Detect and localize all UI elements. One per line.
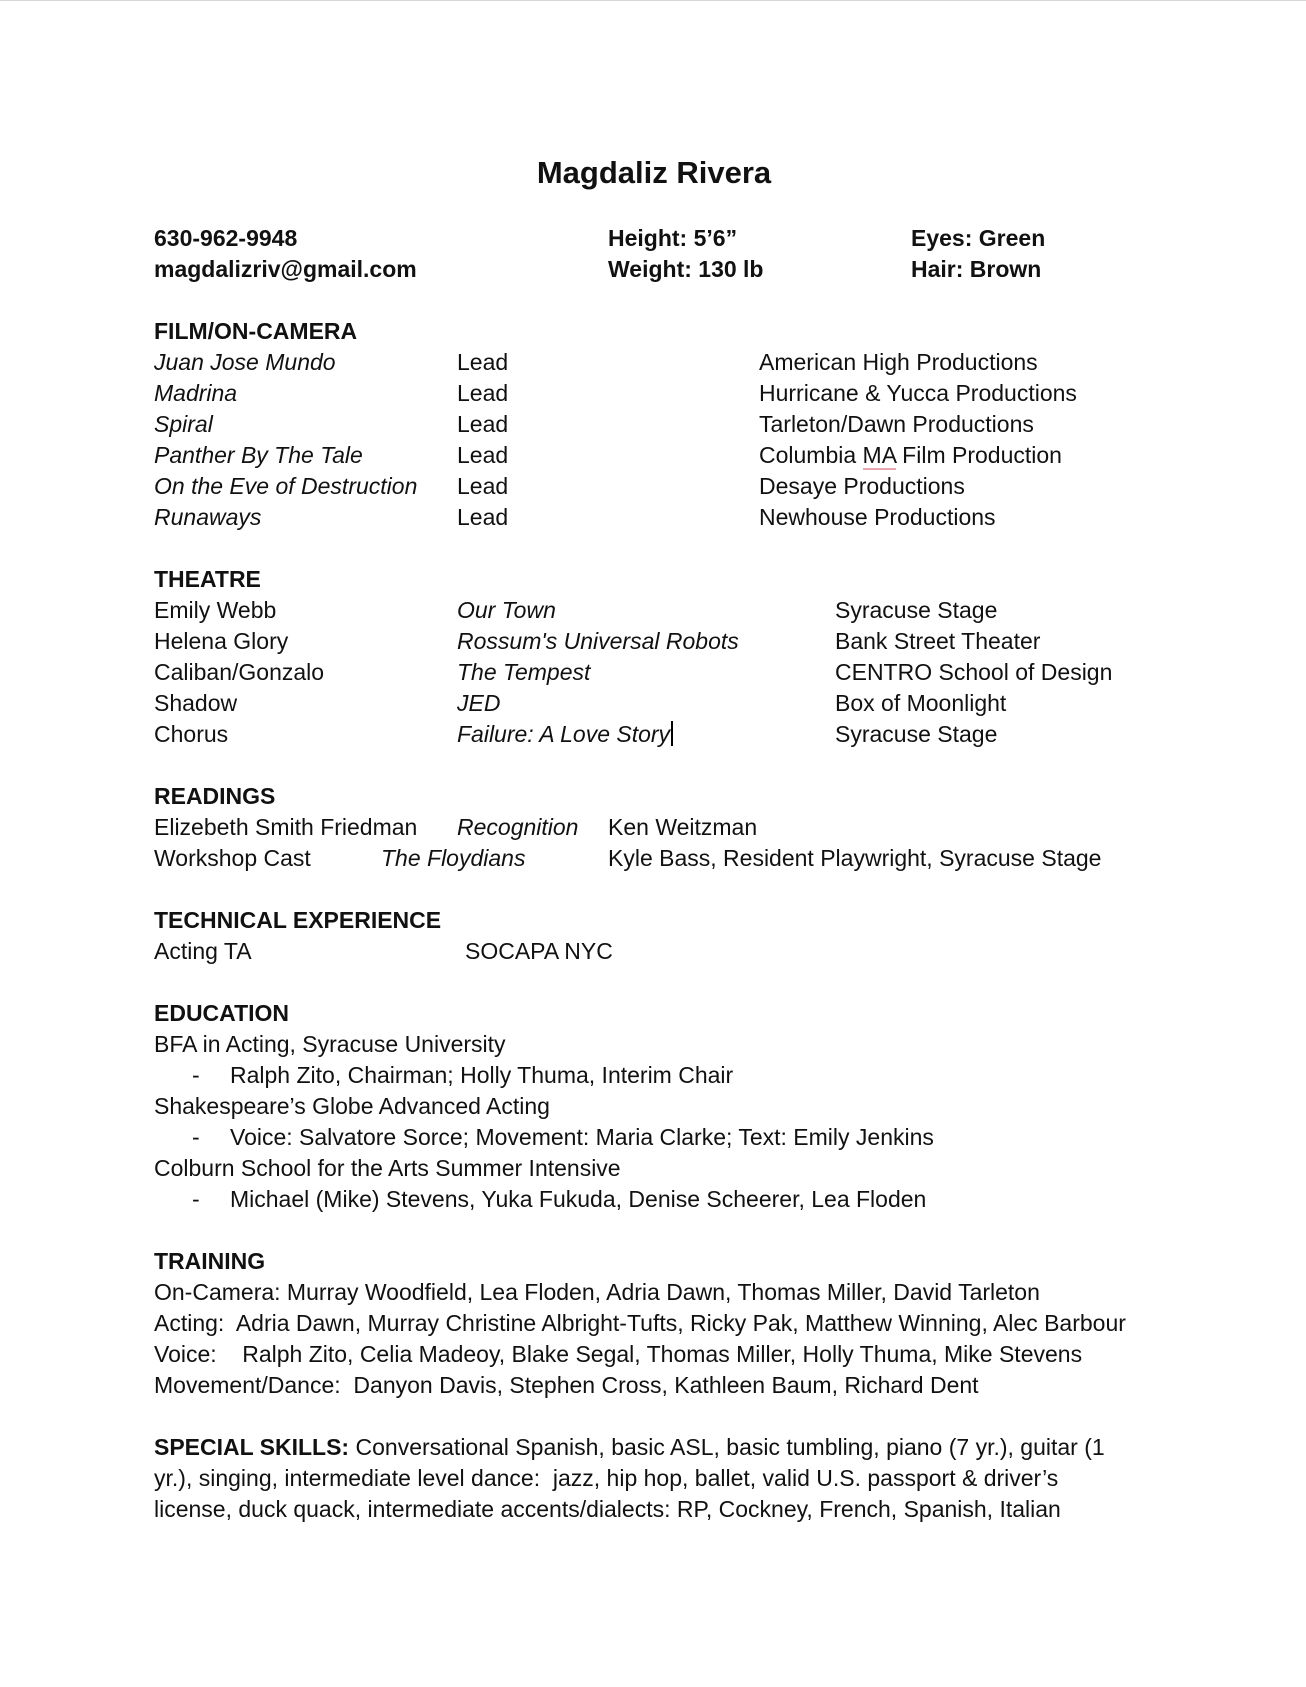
- training-line: On-Camera: Murray Woodfield, Lea Floden, Adria Dawn, Thomas Miller, David Tarleton: [154, 1279, 1040, 1305]
- bullet: -: [192, 1062, 200, 1088]
- film-title: Panther By The Tale: [154, 442, 363, 468]
- theatre-play-text: Failure: A Love Story: [457, 721, 671, 747]
- education-school: BFA in Acting, Syracuse University: [154, 1031, 506, 1057]
- company-text: Columbia: [759, 442, 863, 468]
- theatre-venue: Syracuse Stage: [835, 597, 998, 623]
- film-title: Juan Jose Mundo: [154, 349, 336, 375]
- theatre-venue: CENTRO School of Design: [835, 659, 1113, 685]
- reading-play: Recognition: [457, 814, 579, 840]
- theatre-venue: Bank Street Theater: [835, 628, 1041, 654]
- theatre-play: JED: [457, 690, 501, 716]
- reading-role: Workshop Cast: [154, 845, 311, 871]
- eyes: Eyes: Green: [911, 225, 1046, 251]
- actor-name: Magdaliz Rivera: [536, 155, 772, 190]
- special-skills-line: [154, 1432, 1105, 1463]
- film-company: Desaye Productions: [759, 473, 965, 499]
- theatre-role: Chorus: [154, 721, 229, 747]
- theatre-role: Emily Webb: [154, 597, 277, 623]
- reading-role: Elizebeth Smith Friedman: [154, 814, 418, 840]
- theatre-role: Helena Glory: [154, 628, 289, 654]
- film-role: Lead: [457, 504, 509, 530]
- section-heading-training: TRAINING: [154, 1248, 266, 1274]
- film-title: Runaways: [154, 504, 262, 530]
- hair: Hair: Brown: [911, 256, 1042, 282]
- reading-credit: Ken Weitzman: [608, 814, 758, 840]
- theatre-play: The Tempest: [457, 659, 591, 685]
- education-detail: Michael (Mike) Stevens, Yuka Fukuda, Denise Scheerer, Lea Floden: [230, 1186, 927, 1212]
- reading-credit: Kyle Bass, Resident Playwright, Syracuse Stage: [608, 845, 1102, 871]
- film-company: American High Productions: [759, 349, 1038, 375]
- film-role: Lead: [457, 473, 509, 499]
- theatre-venue: Syracuse Stage: [835, 721, 998, 747]
- education-detail: Ralph Zito, Chairman; Holly Thuma, Interim Chair: [230, 1062, 734, 1088]
- training-line: Movement/Dance: Danyon Davis, Stephen Cross, Kathleen Baum, Richard Dent: [154, 1372, 979, 1398]
- training-line: Acting: Adria Dawn, Murray Christine Albright-Tufts, Ricky Pak, Matthew Winning, Alec Barbour: [154, 1310, 1126, 1336]
- film-title: On the Eve of Destruction: [154, 473, 418, 499]
- reading-play: The Floydians: [381, 845, 526, 871]
- company-text: Film Production: [895, 442, 1062, 468]
- bullet: -: [192, 1124, 200, 1150]
- section-heading-theatre: THEATRE: [154, 566, 261, 592]
- special-skills-line: license, duck quack, intermediate accents/dialects: RP, Cockney, French, Spanish, Italian: [154, 1496, 1061, 1522]
- spellcheck-flag[interactable]: MA: [862, 442, 896, 468]
- top-border: [0, 0, 1306, 1]
- bullet: -: [192, 1186, 200, 1212]
- theatre-play[interactable]: [457, 719, 673, 750]
- section-heading-film: FILM/ON-CAMERA: [154, 318, 358, 344]
- education-school: Shakespeare’s Globe Advanced Acting: [154, 1093, 550, 1119]
- special-skills-line: yr.), singing, intermediate level dance: jazz, hip hop, ballet, valid U.S. passport & driver’s: [154, 1465, 1059, 1491]
- section-heading-education: EDUCATION: [154, 1000, 290, 1026]
- technical-role: Acting TA: [154, 938, 252, 964]
- film-company: Tarleton/Dawn Productions: [759, 411, 1034, 437]
- special-skills-label: SPECIAL SKILLS:: [154, 1434, 350, 1460]
- film-role: Lead: [457, 442, 509, 468]
- theatre-play: Our Town: [457, 597, 556, 623]
- film-company: Newhouse Productions: [759, 504, 996, 530]
- film-role: Lead: [457, 380, 509, 406]
- height: Height: 5’6”: [608, 225, 738, 251]
- film-title: Madrina: [154, 380, 238, 406]
- email: magdalizriv@gmail.com: [154, 256, 417, 282]
- education-detail: Voice: Salvatore Sorce; Movement: Maria Clarke; Text: Emily Jenkins: [230, 1124, 934, 1150]
- theatre-role: Shadow: [154, 690, 238, 716]
- film-role: Lead: [457, 349, 509, 375]
- section-heading-technical: TECHNICAL EXPERIENCE: [154, 907, 442, 933]
- education-school: Colburn School for the Arts Summer Intensive: [154, 1155, 621, 1181]
- film-role: Lead: [457, 411, 509, 437]
- weight: Weight: 130 lb: [608, 256, 764, 282]
- phone: 630-962-9948: [154, 225, 298, 251]
- film-company: Hurricane & Yucca Productions: [759, 380, 1077, 406]
- theatre-role: Caliban/Gonzalo: [154, 659, 325, 685]
- text-cursor: [671, 721, 673, 746]
- theatre-play: Rossum's Universal Robots: [457, 628, 739, 654]
- film-title: Spiral: [154, 411, 213, 437]
- training-line: Voice: Ralph Zito, Celia Madeoy, Blake Segal, Thomas Miller, Holly Thuma, Mike Stevens: [154, 1341, 1083, 1367]
- special-skills-text: Conversational Spanish, basic ASL, basic tumbling, piano (7 yr.), guitar (1: [349, 1434, 1105, 1460]
- theatre-venue: Box of Moonlight: [835, 690, 1007, 716]
- section-heading-readings: READINGS: [154, 783, 276, 809]
- film-company: [759, 440, 1062, 471]
- technical-org: SOCAPA NYC: [465, 938, 613, 964]
